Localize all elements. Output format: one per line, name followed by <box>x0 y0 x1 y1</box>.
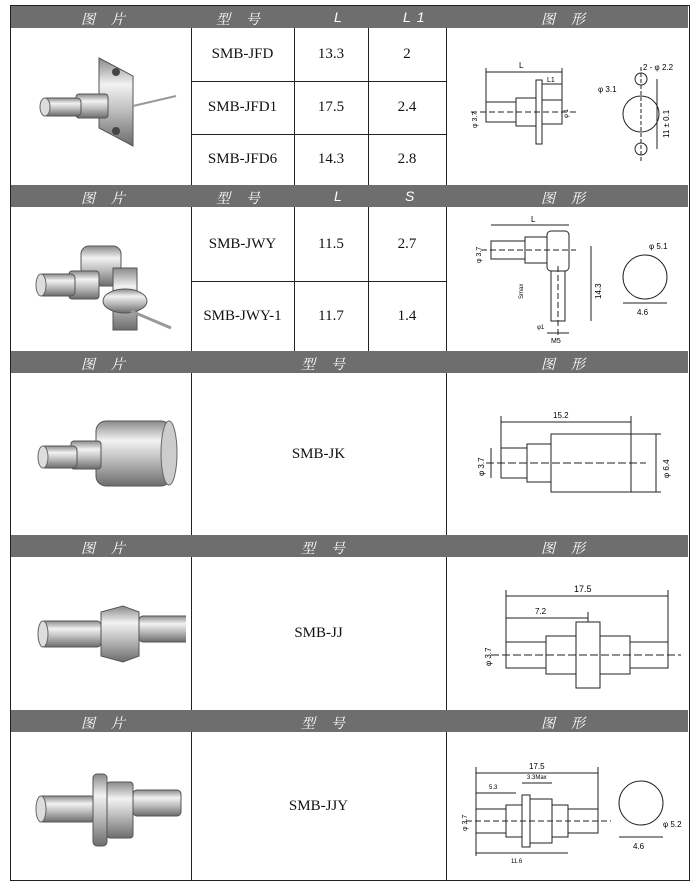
header-model: 型 号 <box>301 356 351 372</box>
dim-label: φ 3.7 <box>484 647 493 666</box>
dimension-drawing <box>451 396 687 516</box>
section-5-header <box>11 710 688 732</box>
dim-label: φ 6.4 <box>662 459 671 478</box>
header-drawing: 图 形 <box>541 356 591 372</box>
dim-label: φ 3.7 <box>476 246 483 263</box>
dim-label: 3.3Max <box>527 775 547 781</box>
dim-label: φ 3.1 <box>598 85 617 94</box>
dim-label: φ 5.1 <box>649 242 668 251</box>
dim-label: φ 3.7 <box>477 457 486 476</box>
header-drawing: 图 形 <box>541 11 591 27</box>
dim-label: M5 <box>551 338 561 345</box>
model-cell: SMB-JK <box>291 445 346 462</box>
value-cell: 2.4 <box>397 99 417 115</box>
header-drawing: 图 形 <box>541 715 591 731</box>
value-cell: 11.7 <box>318 307 344 324</box>
dim-label: 15.2 <box>553 411 569 420</box>
header-model: 型 号 <box>216 11 266 27</box>
dim-label: φ 3.7 <box>462 814 469 831</box>
dim-label: 17.5 <box>574 584 592 594</box>
header-drawing: 图 形 <box>541 540 591 556</box>
connector-photo <box>21 746 186 871</box>
dim-label: 4.6 <box>633 842 645 851</box>
dim-label: Smax <box>519 283 525 299</box>
header-col3: L <box>334 9 348 25</box>
dim-label: 4.6 <box>637 308 649 317</box>
header-col4: L1 <box>403 9 431 25</box>
header-model: 型 号 <box>301 540 351 556</box>
value-cell: 11.5 <box>318 235 344 252</box>
model-cell: SMB-JFD1 <box>207 99 278 115</box>
connector-photo <box>21 386 186 526</box>
model-cell: SMB-JWY-1 <box>203 307 282 324</box>
dim-label: 5.3 <box>489 785 498 791</box>
dim-label: L <box>519 61 524 70</box>
section-2-header <box>11 185 688 207</box>
connector-photo <box>21 216 181 346</box>
dimension-drawing <box>451 576 687 706</box>
header-drawing: 图 形 <box>541 190 591 206</box>
value-cell: 2 <box>403 46 411 62</box>
header-model: 型 号 <box>301 715 351 731</box>
dimension-drawing <box>451 751 687 876</box>
model-cell: SMB-JJY <box>288 797 349 814</box>
spec-table <box>10 5 690 881</box>
header-photo: 图 片 <box>81 540 131 556</box>
dim-label: φ 1 <box>564 109 570 118</box>
dim-label: 14.3 <box>594 283 603 299</box>
dim-label: L1 <box>547 77 555 84</box>
connector-photo <box>21 36 181 176</box>
value-cell: 17.5 <box>317 99 345 115</box>
dimension-drawing <box>451 211 687 347</box>
value-cell: 1.4 <box>397 307 417 324</box>
dim-label: 11.6 <box>511 859 523 865</box>
dim-label: 11 ± 0.1 <box>662 109 671 138</box>
header-photo: 图 片 <box>81 356 131 372</box>
section-3-header <box>11 351 688 373</box>
dim-label: 2 - φ 2.2 <box>643 63 674 72</box>
value-cell: 2.7 <box>397 235 417 252</box>
model-cell: SMB-JFD6 <box>207 151 278 167</box>
section-4-header <box>11 535 688 557</box>
header-photo: 图 片 <box>81 190 131 206</box>
model-cell: SMB-JWY <box>208 235 277 252</box>
header-photo: 图 片 <box>81 715 131 731</box>
header-col3: L <box>334 188 348 204</box>
dim-label: φ 3.7 <box>472 111 479 128</box>
dim-label: 17.5 <box>529 762 545 771</box>
model-cell: SMB-JFD <box>211 46 274 62</box>
value-cell: 13.3 <box>317 46 345 62</box>
section-1-header <box>11 6 688 28</box>
connector-photo <box>21 576 186 696</box>
value-cell: 2.8 <box>397 151 417 167</box>
header-model: 型 号 <box>216 190 266 206</box>
header-photo: 图 片 <box>81 11 131 27</box>
model-cell: SMB-JJ <box>294 625 343 641</box>
dim-label: φ 5.2 <box>663 820 682 829</box>
dimension-drawing <box>451 32 687 182</box>
dim-label: L <box>531 215 536 224</box>
value-cell: 14.3 <box>317 151 345 167</box>
dim-label: φ1 <box>537 325 545 331</box>
dim-label: 7.2 <box>535 607 547 616</box>
header-col4: S <box>405 188 421 204</box>
